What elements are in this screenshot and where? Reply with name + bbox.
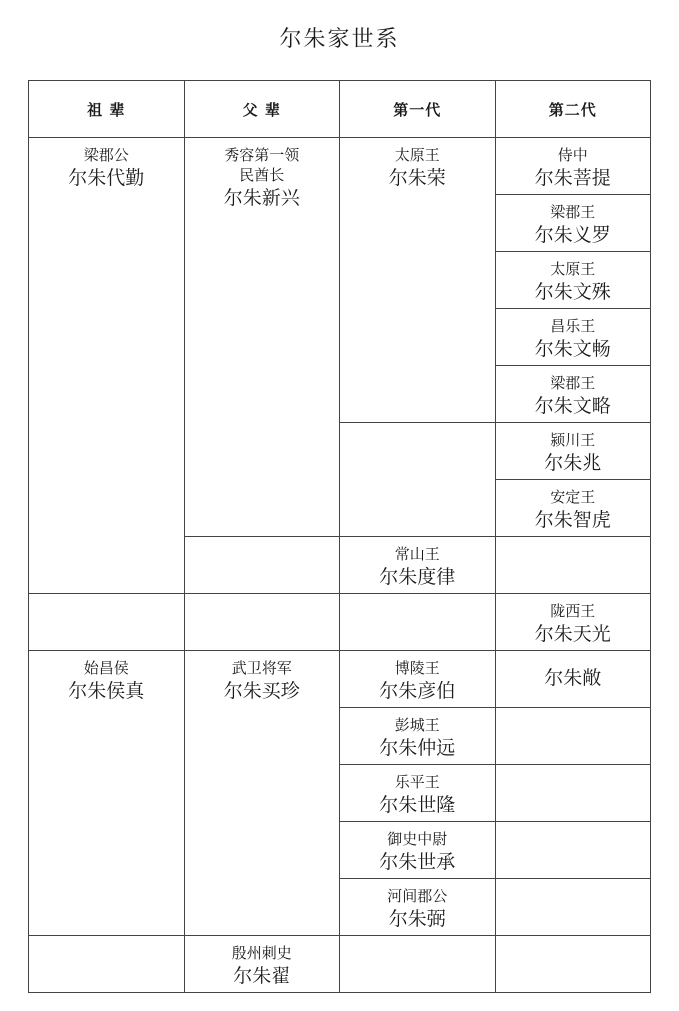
person-name: 尔朱弼 <box>388 908 446 930</box>
zubei-cell <box>29 651 185 936</box>
person-name: 尔朱彦伯 <box>379 680 456 702</box>
header-zubei: 祖 辈 <box>29 81 185 138</box>
person-name: 尔朱文殊 <box>534 281 611 303</box>
rank-title: 梁郡王 <box>550 374 596 392</box>
dierdai-empty-cell <box>495 537 651 594</box>
rank-title: 安定王 <box>550 488 596 506</box>
person-name: 尔朱荣 <box>388 167 446 189</box>
person-name: 尔朱新兴 <box>223 187 300 209</box>
dierdai-empty-cell <box>495 765 651 822</box>
diyidai-empty-cell <box>340 423 496 537</box>
dierdai-cell <box>495 651 651 708</box>
person-name: 尔朱天光 <box>534 623 611 645</box>
table-row <box>29 936 651 993</box>
rank-title: 太原王 <box>394 146 440 164</box>
page-title: 尔朱家世系 <box>279 27 400 52</box>
rank-title: 梁郡王 <box>550 203 596 221</box>
table-row <box>29 594 651 651</box>
person-name: 尔朱智虎 <box>534 509 611 531</box>
diyidai-empty-cell <box>340 594 496 651</box>
dierdai-cell <box>495 594 651 651</box>
fubei-empty-cell <box>184 594 340 651</box>
diyidai-cell <box>340 879 496 936</box>
zubei-empty-cell <box>29 936 185 993</box>
person-name: 尔朱侯真 <box>68 680 145 702</box>
dierdai-cell <box>495 309 651 366</box>
dierdai-cell <box>495 423 651 480</box>
rank-title: 昌乐王 <box>550 317 596 335</box>
genealogy-table <box>28 80 651 993</box>
rank-title: 御史中尉 <box>387 830 448 848</box>
person-name: 尔朱世隆 <box>379 794 456 816</box>
diyidai-cell <box>340 138 496 423</box>
header-fubei: 父 辈 <box>184 81 340 138</box>
person-name: 尔朱世承 <box>379 851 456 873</box>
rank-title: 民酋长 <box>239 166 285 184</box>
rank-title: 侍中 <box>557 146 588 164</box>
rank-title: 武卫将军 <box>231 659 292 677</box>
rank-title: 梁郡公 <box>83 146 129 164</box>
diyidai-cell <box>340 708 496 765</box>
fubei-cell <box>184 651 340 936</box>
person-name: 尔朱义罗 <box>534 224 611 246</box>
person-name: 尔朱菩提 <box>534 167 611 189</box>
dierdai-cell <box>495 138 651 195</box>
rank-title: 河间郡公 <box>387 887 448 905</box>
person-name: 尔朱买珍 <box>223 680 300 702</box>
diyidai-empty-cell <box>340 936 496 993</box>
rank-title: 太原王 <box>550 260 596 278</box>
person-name: 尔朱度律 <box>379 566 456 588</box>
zubei-cell <box>29 138 185 594</box>
rank-title: 颍川王 <box>550 431 596 449</box>
person-name: 尔朱代勤 <box>68 167 145 189</box>
fubei-cell <box>184 936 340 993</box>
diyidai-cell <box>340 822 496 879</box>
person-name: 尔朱文略 <box>534 395 611 417</box>
person-name: 尔朱敞 <box>544 667 602 689</box>
dierdai-cell <box>495 366 651 423</box>
fubei-cell <box>184 138 340 537</box>
dierdai-empty-cell <box>495 879 651 936</box>
dierdai-empty-cell <box>495 822 651 879</box>
rank-title: 殷州刺史 <box>231 944 292 962</box>
diyidai-cell <box>340 765 496 822</box>
person-name: 尔朱仲远 <box>379 737 456 759</box>
diyidai-cell <box>340 651 496 708</box>
rank-title: 彭城王 <box>394 716 440 734</box>
dierdai-empty-cell <box>495 936 651 993</box>
header-row <box>29 81 651 138</box>
rank-title: 博陵王 <box>394 659 440 677</box>
rank-title: 始昌侯 <box>83 659 129 677</box>
rank-title: 常山王 <box>394 545 440 563</box>
rank-title: 乐平王 <box>394 773 440 791</box>
fubei-empty-cell <box>184 537 340 594</box>
diyidai-cell <box>340 537 496 594</box>
dierdai-cell <box>495 195 651 252</box>
table-row <box>29 138 651 195</box>
person-name: 尔朱兆 <box>544 452 602 474</box>
person-name: 尔朱翟 <box>233 965 291 987</box>
dierdai-cell <box>495 252 651 309</box>
header-diyidai: 第一代 <box>340 81 496 138</box>
dierdai-empty-cell <box>495 708 651 765</box>
table-row <box>29 651 651 708</box>
zubei-empty-cell <box>29 594 185 651</box>
rank-title: 陇西王 <box>550 602 596 620</box>
dierdai-cell <box>495 480 651 537</box>
person-name: 尔朱文畅 <box>534 338 611 360</box>
rank-title: 秀容第一领 <box>224 146 300 164</box>
header-dierdai: 第二代 <box>495 81 651 138</box>
